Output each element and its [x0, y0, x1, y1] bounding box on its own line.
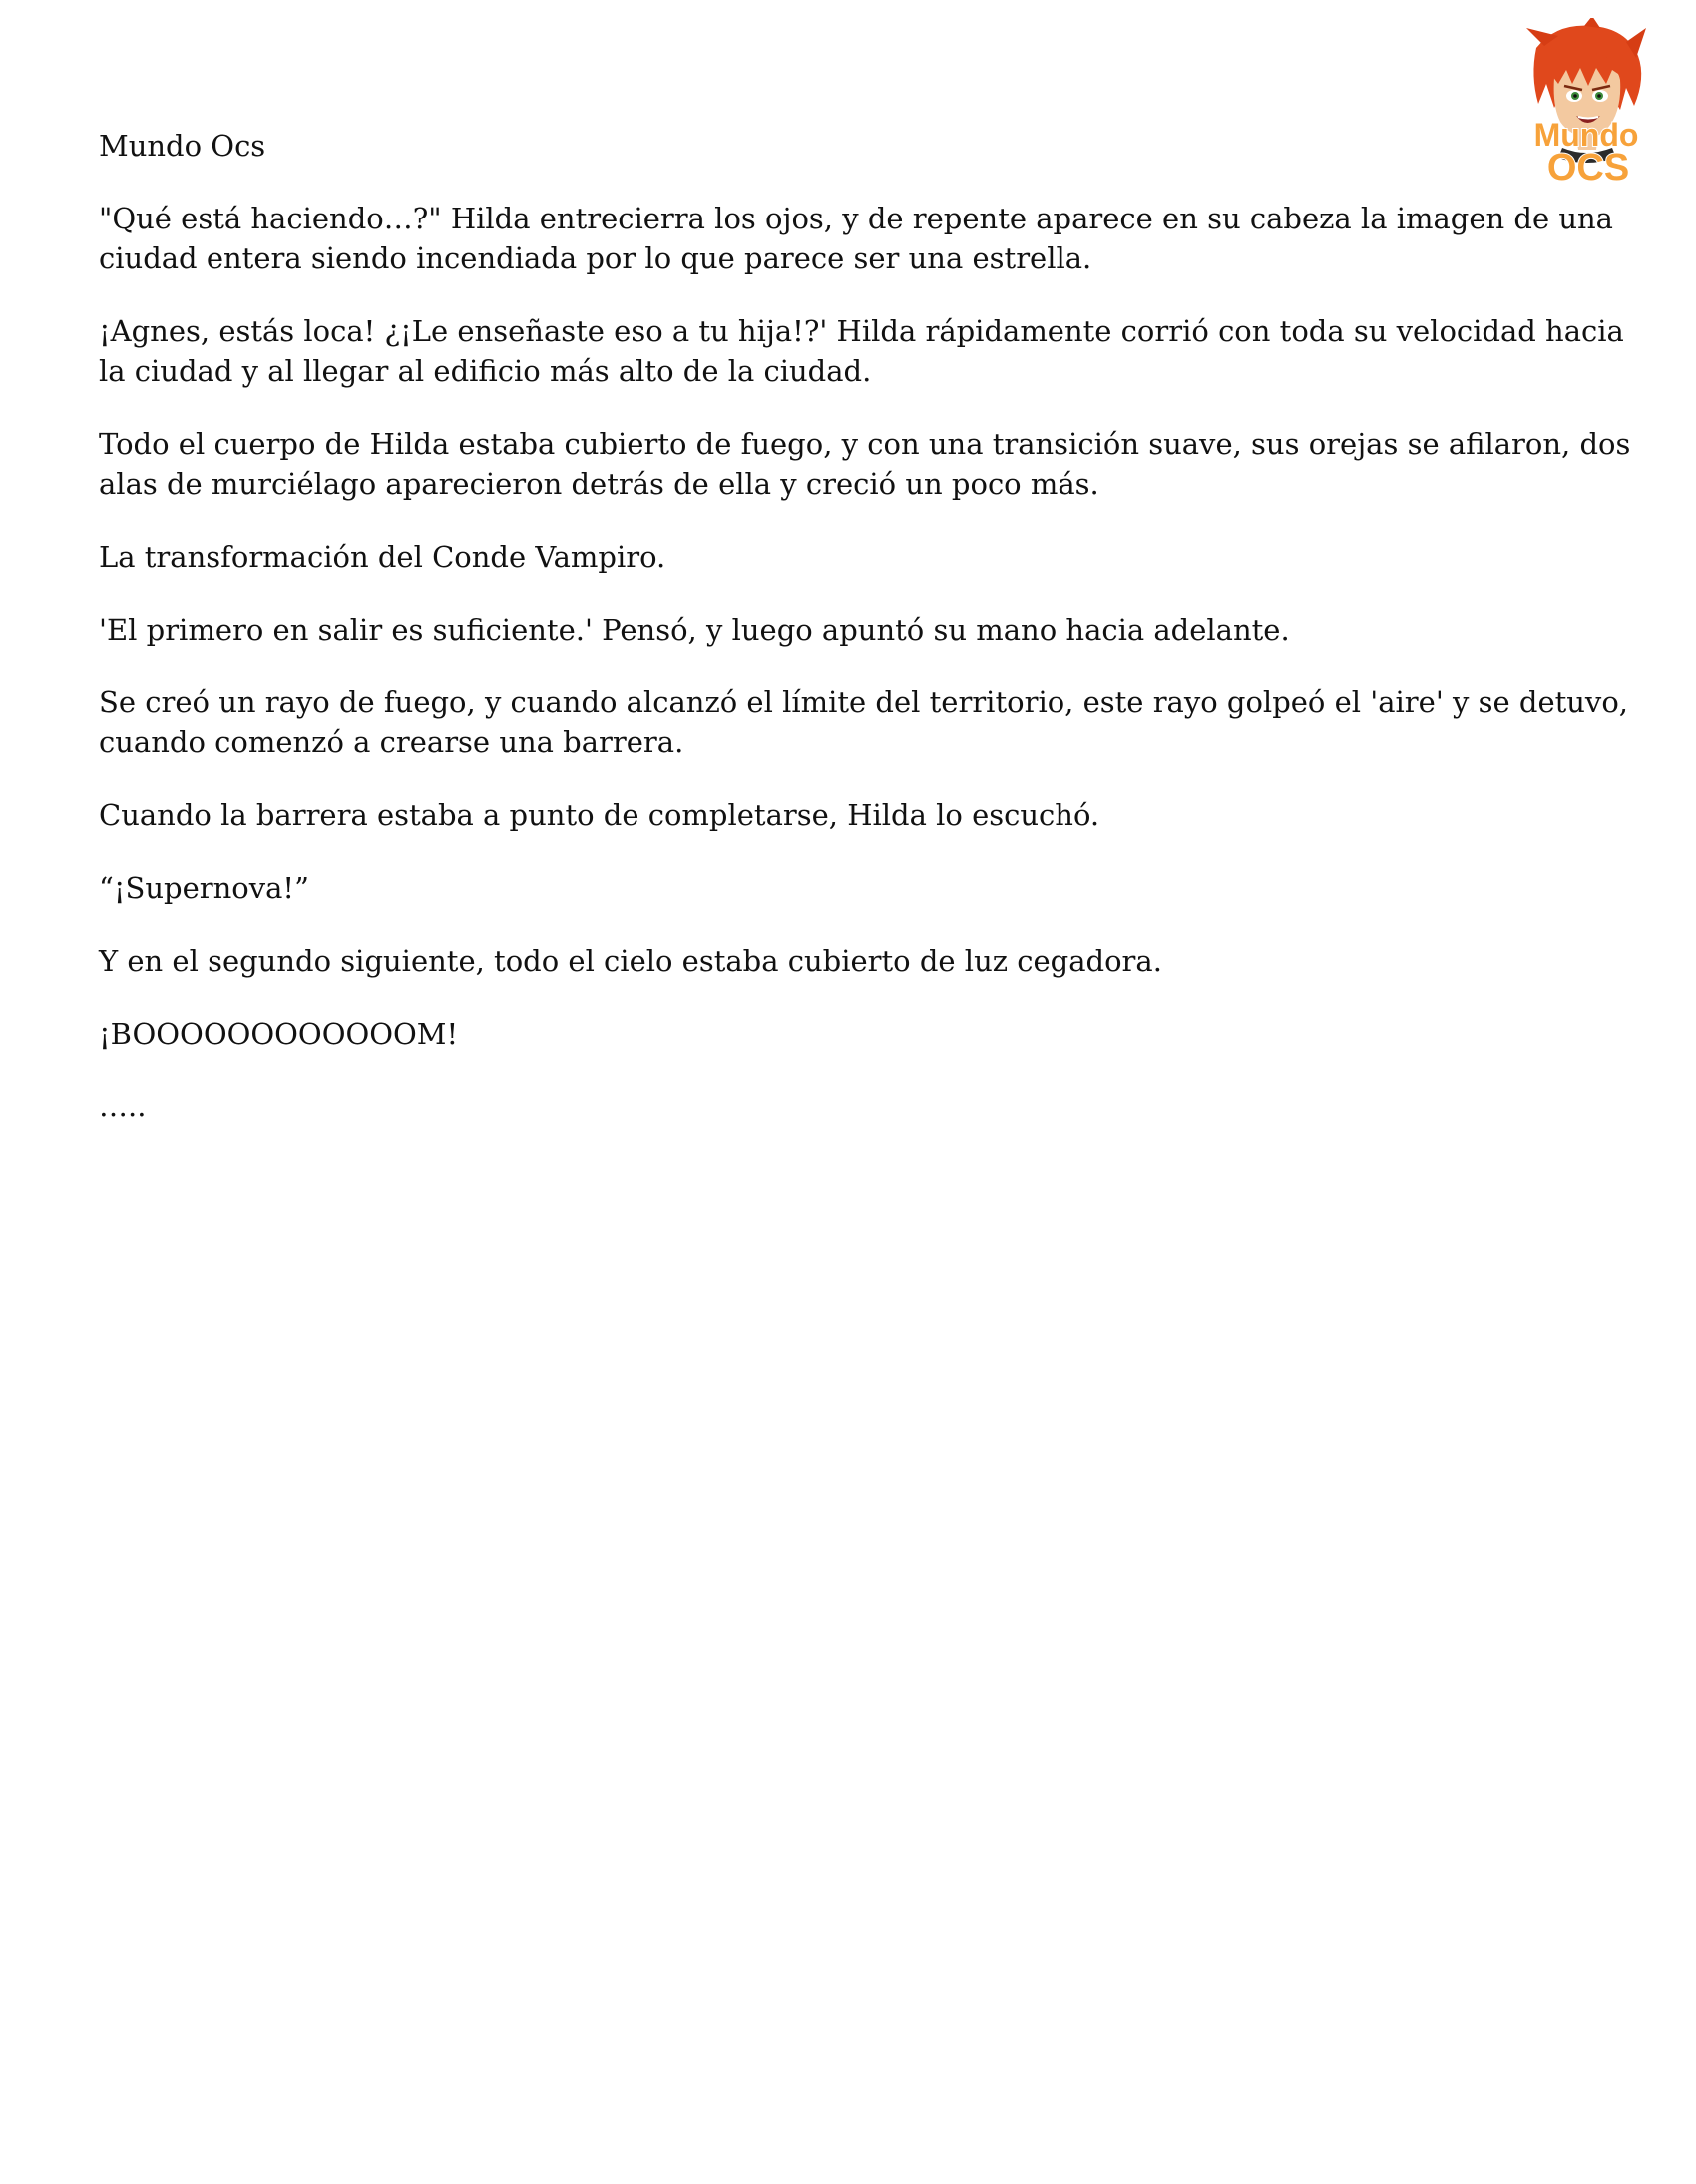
paragraph: Se creó un rayo de fuego, y cuando alcanzó el límite del territorio, este rayo golpeó el 'aire' y se detuvo, cuando comenzó a crearse una barrera. — [99, 685, 1628, 759]
paragraph: Cuando la barrera estaba a punto de completarse, Hilda lo escuchó. — [99, 798, 1100, 832]
paragraph: ¡BOOOOOOOOOOOOM! — [99, 1017, 459, 1051]
paragraph: Y en el segundo siguiente, todo el cielo estaba cubierto de luz cegadora. — [99, 944, 1162, 978]
logo-text-line1: Mundo — [1533, 117, 1639, 153]
logo-text-line2: OCS — [1546, 147, 1630, 189]
document-body — [99, 126, 1635, 1159]
paragraph: 'El primero en salir es suficiente.' Pensó, y luego apuntó su mano hacia adelante. — [99, 613, 1290, 647]
paragraph: ¡Agnes, estás loca! ¿¡Le enseñaste eso a tu hija!?' Hilda rápidamente corrió con toda su velocidad hacia la ciudad y al llegar al edificio más alto de la ciudad. — [99, 314, 1624, 388]
paragraph: ….. — [99, 1090, 147, 1123]
paragraph: “¡Supernova!” — [99, 871, 309, 905]
paragraph: Todo el cuerpo de Hilda estaba cubierto de fuego, y con una transición suave, sus orejas se afilaron, dos alas de murciélago aparecieron detrás de ella y creció un poco más. — [99, 427, 1631, 501]
document-heading: Mundo Ocs — [99, 129, 266, 163]
paragraph: "Qué está haciendo…?" Hilda entrecierra los ojos, y de repente aparece en su cabeza la imagen de una ciudad entera siendo incendiada por lo que parece ser una estrella. — [99, 202, 1613, 275]
paragraph: La transformación del Conde Vampiro. — [99, 540, 666, 574]
